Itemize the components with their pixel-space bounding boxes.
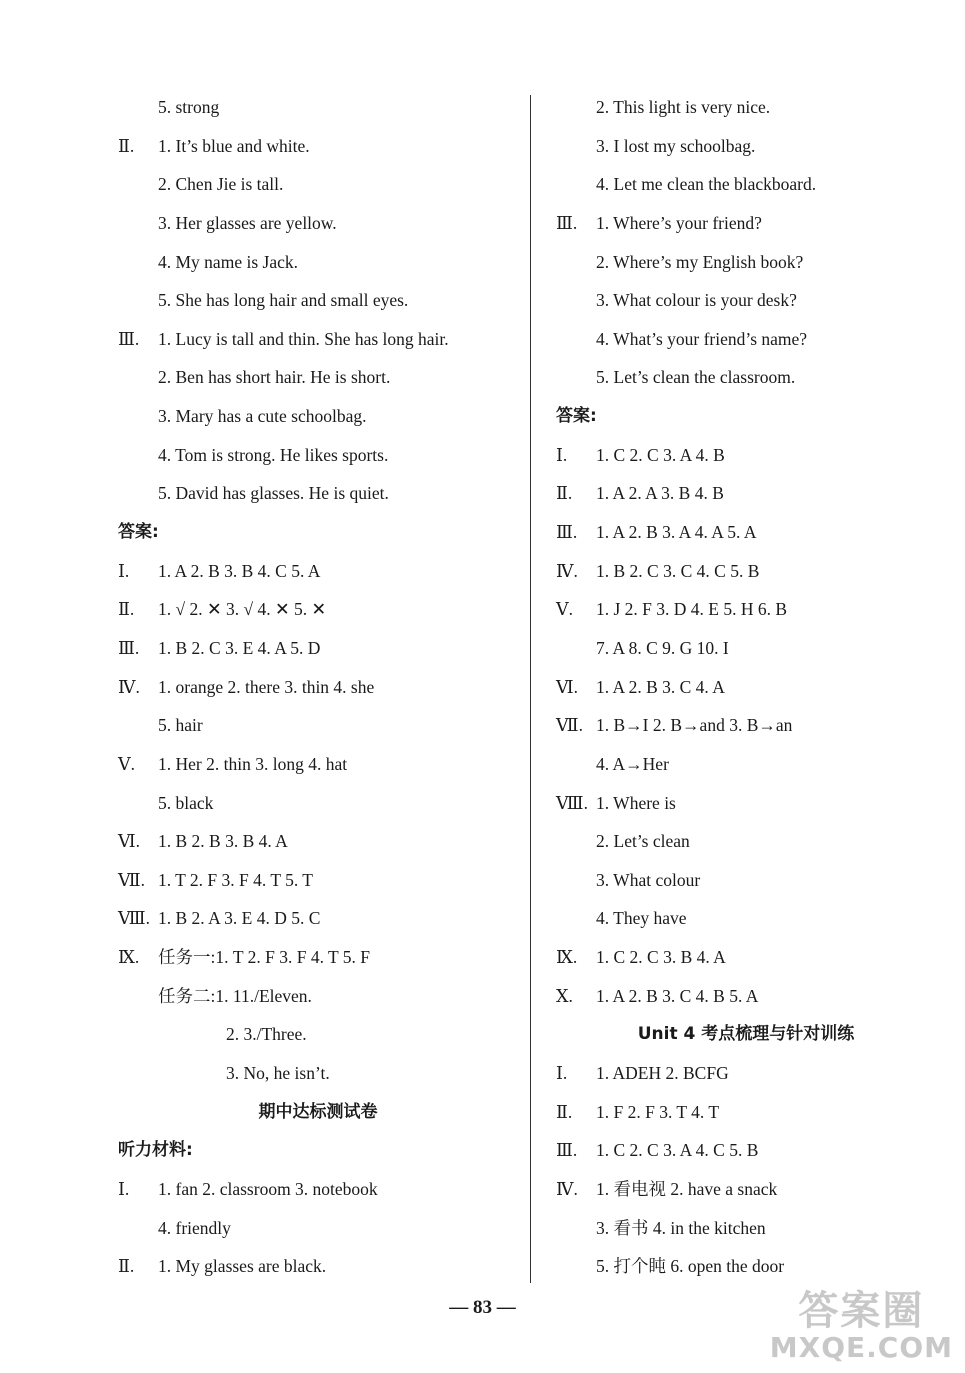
watermark-url: MXQE.COM — [769, 1331, 953, 1364]
line-text: 3. No, he isn’t. — [226, 1063, 330, 1084]
answer-line — [118, 745, 518, 784]
line-text: 1. ADEH 2. BCFG — [596, 1063, 729, 1084]
line-text: 4. Tom is strong. He likes sports. — [158, 444, 389, 465]
line-text: 7. A 8. C 9. G 10. I — [596, 637, 729, 658]
answer-line — [118, 320, 518, 359]
line-text: 4. Let me clean the blackboard. — [596, 174, 817, 195]
line-text: 3. Her glasses are yellow. — [158, 212, 337, 233]
answer-line — [118, 899, 518, 938]
line-text: 4. friendly — [158, 1217, 231, 1238]
answer-line — [556, 243, 936, 282]
answer-line — [556, 165, 936, 204]
line-text: 1. J 2. F 3. D 4. E 5. H 6. B — [596, 599, 788, 620]
answer-line — [556, 1209, 936, 1248]
line-text: 1. A 2. B 3. B 4. C 5. A — [158, 560, 321, 581]
section-numeral: Ⅱ. — [556, 483, 573, 504]
answer-line — [118, 629, 518, 668]
answer-line — [556, 1247, 936, 1286]
line-text: 1. A 2. B 3. A 4. A 5. A — [596, 522, 757, 543]
section-numeral: Ⅳ. — [556, 560, 578, 581]
section-numeral: Ⅵ. — [556, 676, 578, 697]
line-text: 期中达标测试卷 — [258, 1101, 378, 1122]
answer-line — [556, 706, 936, 745]
line-text: 1. √ 2. ✕ 3. √ 4. ✕ 5. ✕ — [158, 599, 327, 620]
line-text: 2. Where’s my English book? — [596, 251, 804, 272]
line-text: Unit 4 考点梳理与针对训练 — [637, 1024, 855, 1045]
line-text: 2. Let’s clean — [596, 831, 690, 852]
section-numeral: Ⅴ. — [118, 753, 136, 774]
section-heading — [556, 397, 936, 436]
section-numeral: Ⅸ. — [556, 947, 578, 968]
answer-line — [118, 784, 518, 823]
answer-line — [118, 977, 518, 1016]
answer-line — [118, 668, 518, 707]
answer-line — [118, 358, 518, 397]
line-text: 1. My glasses are black. — [158, 1256, 327, 1277]
line-text: 答案: — [118, 522, 159, 543]
answer-line — [556, 320, 936, 359]
line-text: 4. A→Her — [596, 753, 669, 774]
section-numeral: Ⅲ. — [556, 212, 578, 233]
answer-line — [556, 784, 936, 823]
answer-line — [556, 513, 936, 552]
line-text: 1. 看电视 2. have a snack — [596, 1178, 778, 1199]
section-numeral: Ⅰ. — [556, 444, 568, 465]
line-text: 5. hair — [158, 715, 203, 736]
line-text: 1. orange 2. there 3. thin 4. she — [158, 676, 375, 697]
section-numeral: Ⅱ. — [118, 135, 135, 156]
line-text: 1. It’s blue and white. — [158, 135, 310, 156]
line-text: 1. B→I 2. B→and 3. B→an — [596, 715, 793, 736]
answer-line — [556, 436, 936, 475]
line-text: 1. B 2. C 3. E 4. A 5. D — [158, 637, 321, 658]
line-text: 5. David has glasses. He is quiet. — [158, 483, 389, 504]
answer-line — [556, 590, 936, 629]
section-numeral: Ⅰ. — [556, 1063, 568, 1084]
answer-line — [556, 899, 936, 938]
line-text: 1. fan 2. classroom 3. notebook — [158, 1178, 378, 1199]
section-numeral: Ⅰ. — [118, 560, 130, 581]
section-numeral: Ⅶ. — [556, 715, 583, 736]
section-numeral: Ⅳ. — [556, 1178, 578, 1199]
line-text: 1. F 2. F 3. T 4. T — [596, 1101, 720, 1122]
answer-line — [556, 281, 936, 320]
section-numeral: Ⅱ. — [556, 1101, 573, 1122]
answer-line — [118, 1170, 518, 1209]
line-text: 5. She has long hair and small eyes. — [158, 290, 409, 311]
line-text: 任务一:1. T 2. F 3. F 4. T 5. F — [158, 947, 370, 968]
section-numeral: Ⅲ. — [118, 328, 140, 349]
section-heading — [118, 513, 518, 552]
line-text: 1. T 2. F 3. F 4. T 5. T — [158, 869, 313, 890]
answer-line — [118, 243, 518, 282]
section-numeral: Ⅱ. — [118, 599, 135, 620]
line-text: 2. This light is very nice. — [596, 97, 771, 117]
section-numeral: Ⅲ. — [556, 522, 578, 543]
column-divider — [530, 95, 531, 1283]
answer-line — [118, 436, 518, 475]
answer-line — [556, 977, 936, 1016]
section-heading — [118, 1093, 518, 1132]
answer-line — [556, 204, 936, 243]
line-text: 1. B 2. B 3. B 4. A — [158, 831, 288, 852]
line-text: 3. What colour — [596, 869, 701, 890]
answer-line — [556, 938, 936, 977]
line-text: 4. What’s your friend’s name? — [596, 328, 808, 349]
answer-line — [556, 1093, 936, 1132]
section-numeral: Ⅱ. — [118, 1256, 135, 1277]
line-text: 1. Lucy is tall and thin. She has long hair. — [158, 328, 449, 349]
section-numeral: Ⅷ. — [118, 908, 150, 929]
answer-line — [556, 1170, 936, 1209]
answer-line — [118, 1209, 518, 1248]
section-numeral: Ⅶ. — [118, 869, 145, 890]
section-numeral: Ⅵ. — [118, 831, 140, 852]
line-text: 2. 3./Three. — [226, 1024, 307, 1045]
answer-line — [556, 629, 936, 668]
answer-line — [118, 552, 518, 591]
line-text: 3. 看书 4. in the kitchen — [596, 1217, 766, 1238]
line-text: 1. A 2. B 3. C 4. B 5. A — [596, 985, 759, 1006]
section-numeral: Ⅲ. — [556, 1140, 578, 1161]
answer-line — [118, 281, 518, 320]
section-numeral: Ⅴ. — [556, 599, 574, 620]
answer-line — [556, 1131, 936, 1170]
line-text: 5. black — [158, 792, 214, 813]
answer-line — [556, 822, 936, 861]
section-numeral: Ⅸ. — [118, 947, 140, 968]
section-numeral: Ⅰ. — [118, 1178, 130, 1199]
answer-line — [556, 127, 936, 166]
right-column — [556, 88, 936, 1286]
answer-line — [118, 397, 518, 436]
answer-line — [118, 822, 518, 861]
section-numeral: Ⅷ. — [556, 792, 588, 813]
section-numeral: Ⅹ. — [556, 985, 573, 1006]
line-text: 1. C 2. C 3. A 4. C 5. B — [596, 1140, 759, 1161]
answer-line — [118, 861, 518, 900]
answer-line — [118, 88, 518, 127]
answer-line — [118, 1054, 518, 1093]
answer-line — [556, 745, 936, 784]
section-heading — [118, 1131, 518, 1170]
answer-line — [118, 474, 518, 513]
answer-line — [556, 358, 936, 397]
answer-line — [118, 590, 518, 629]
line-text: 1. B 2. A 3. E 4. D 5. C — [158, 908, 321, 929]
line-text: 4. They have — [596, 908, 687, 929]
answer-line — [118, 165, 518, 204]
section-numeral: Ⅳ. — [118, 676, 140, 697]
watermark-text: 答案圈 — [798, 1288, 925, 1334]
page-number: — 83 — — [449, 1297, 516, 1318]
answer-line — [118, 127, 518, 166]
line-text: 3. Mary has a cute schoolbag. — [158, 406, 367, 427]
answer-line — [118, 204, 518, 243]
line-text: 听力材料: — [118, 1140, 193, 1161]
answer-line — [556, 668, 936, 707]
answer-line — [556, 1054, 936, 1093]
answer-line — [556, 474, 936, 513]
answer-line — [556, 88, 936, 127]
answer-line — [556, 552, 936, 591]
line-text: 2. Chen Jie is tall. — [158, 174, 284, 195]
line-text: 任务二:1. 11./Eleven. — [158, 985, 312, 1006]
line-text: 1. Where’s your friend? — [596, 212, 762, 233]
section-heading — [556, 1015, 936, 1054]
answer-line — [118, 938, 518, 977]
answer-line — [118, 1015, 518, 1054]
answer-line — [118, 1247, 518, 1286]
line-text: 答案: — [556, 406, 597, 427]
line-text: 4. My name is Jack. — [158, 251, 298, 272]
section-numeral: Ⅲ. — [118, 637, 140, 658]
line-text: 3. What colour is your desk? — [596, 290, 797, 311]
left-column — [118, 88, 518, 1286]
line-text: 1. C 2. C 3. A 4. B — [596, 444, 725, 465]
line-text: 5. Let’s clean the classroom. — [596, 367, 796, 388]
line-text: 3. I lost my schoolbag. — [596, 135, 756, 156]
line-text: 1. B 2. C 3. C 4. C 5. B — [596, 560, 760, 581]
line-text: 1. A 2. B 3. C 4. A — [596, 676, 725, 697]
answer-line — [556, 861, 936, 900]
line-text: 5. strong — [158, 97, 220, 117]
watermark — [770, 1289, 953, 1363]
line-text: 2. Ben has short hair. He is short. — [158, 367, 391, 388]
answer-line — [118, 706, 518, 745]
line-text: 5. 打个盹 6. open the door — [596, 1256, 785, 1277]
line-text: 1. Where is — [596, 792, 676, 813]
line-text: 1. C 2. C 3. B 4. A — [596, 947, 726, 968]
line-text: 1. Her 2. thin 3. long 4. hat — [158, 753, 348, 774]
line-text: 1. A 2. A 3. B 4. B — [596, 483, 724, 504]
